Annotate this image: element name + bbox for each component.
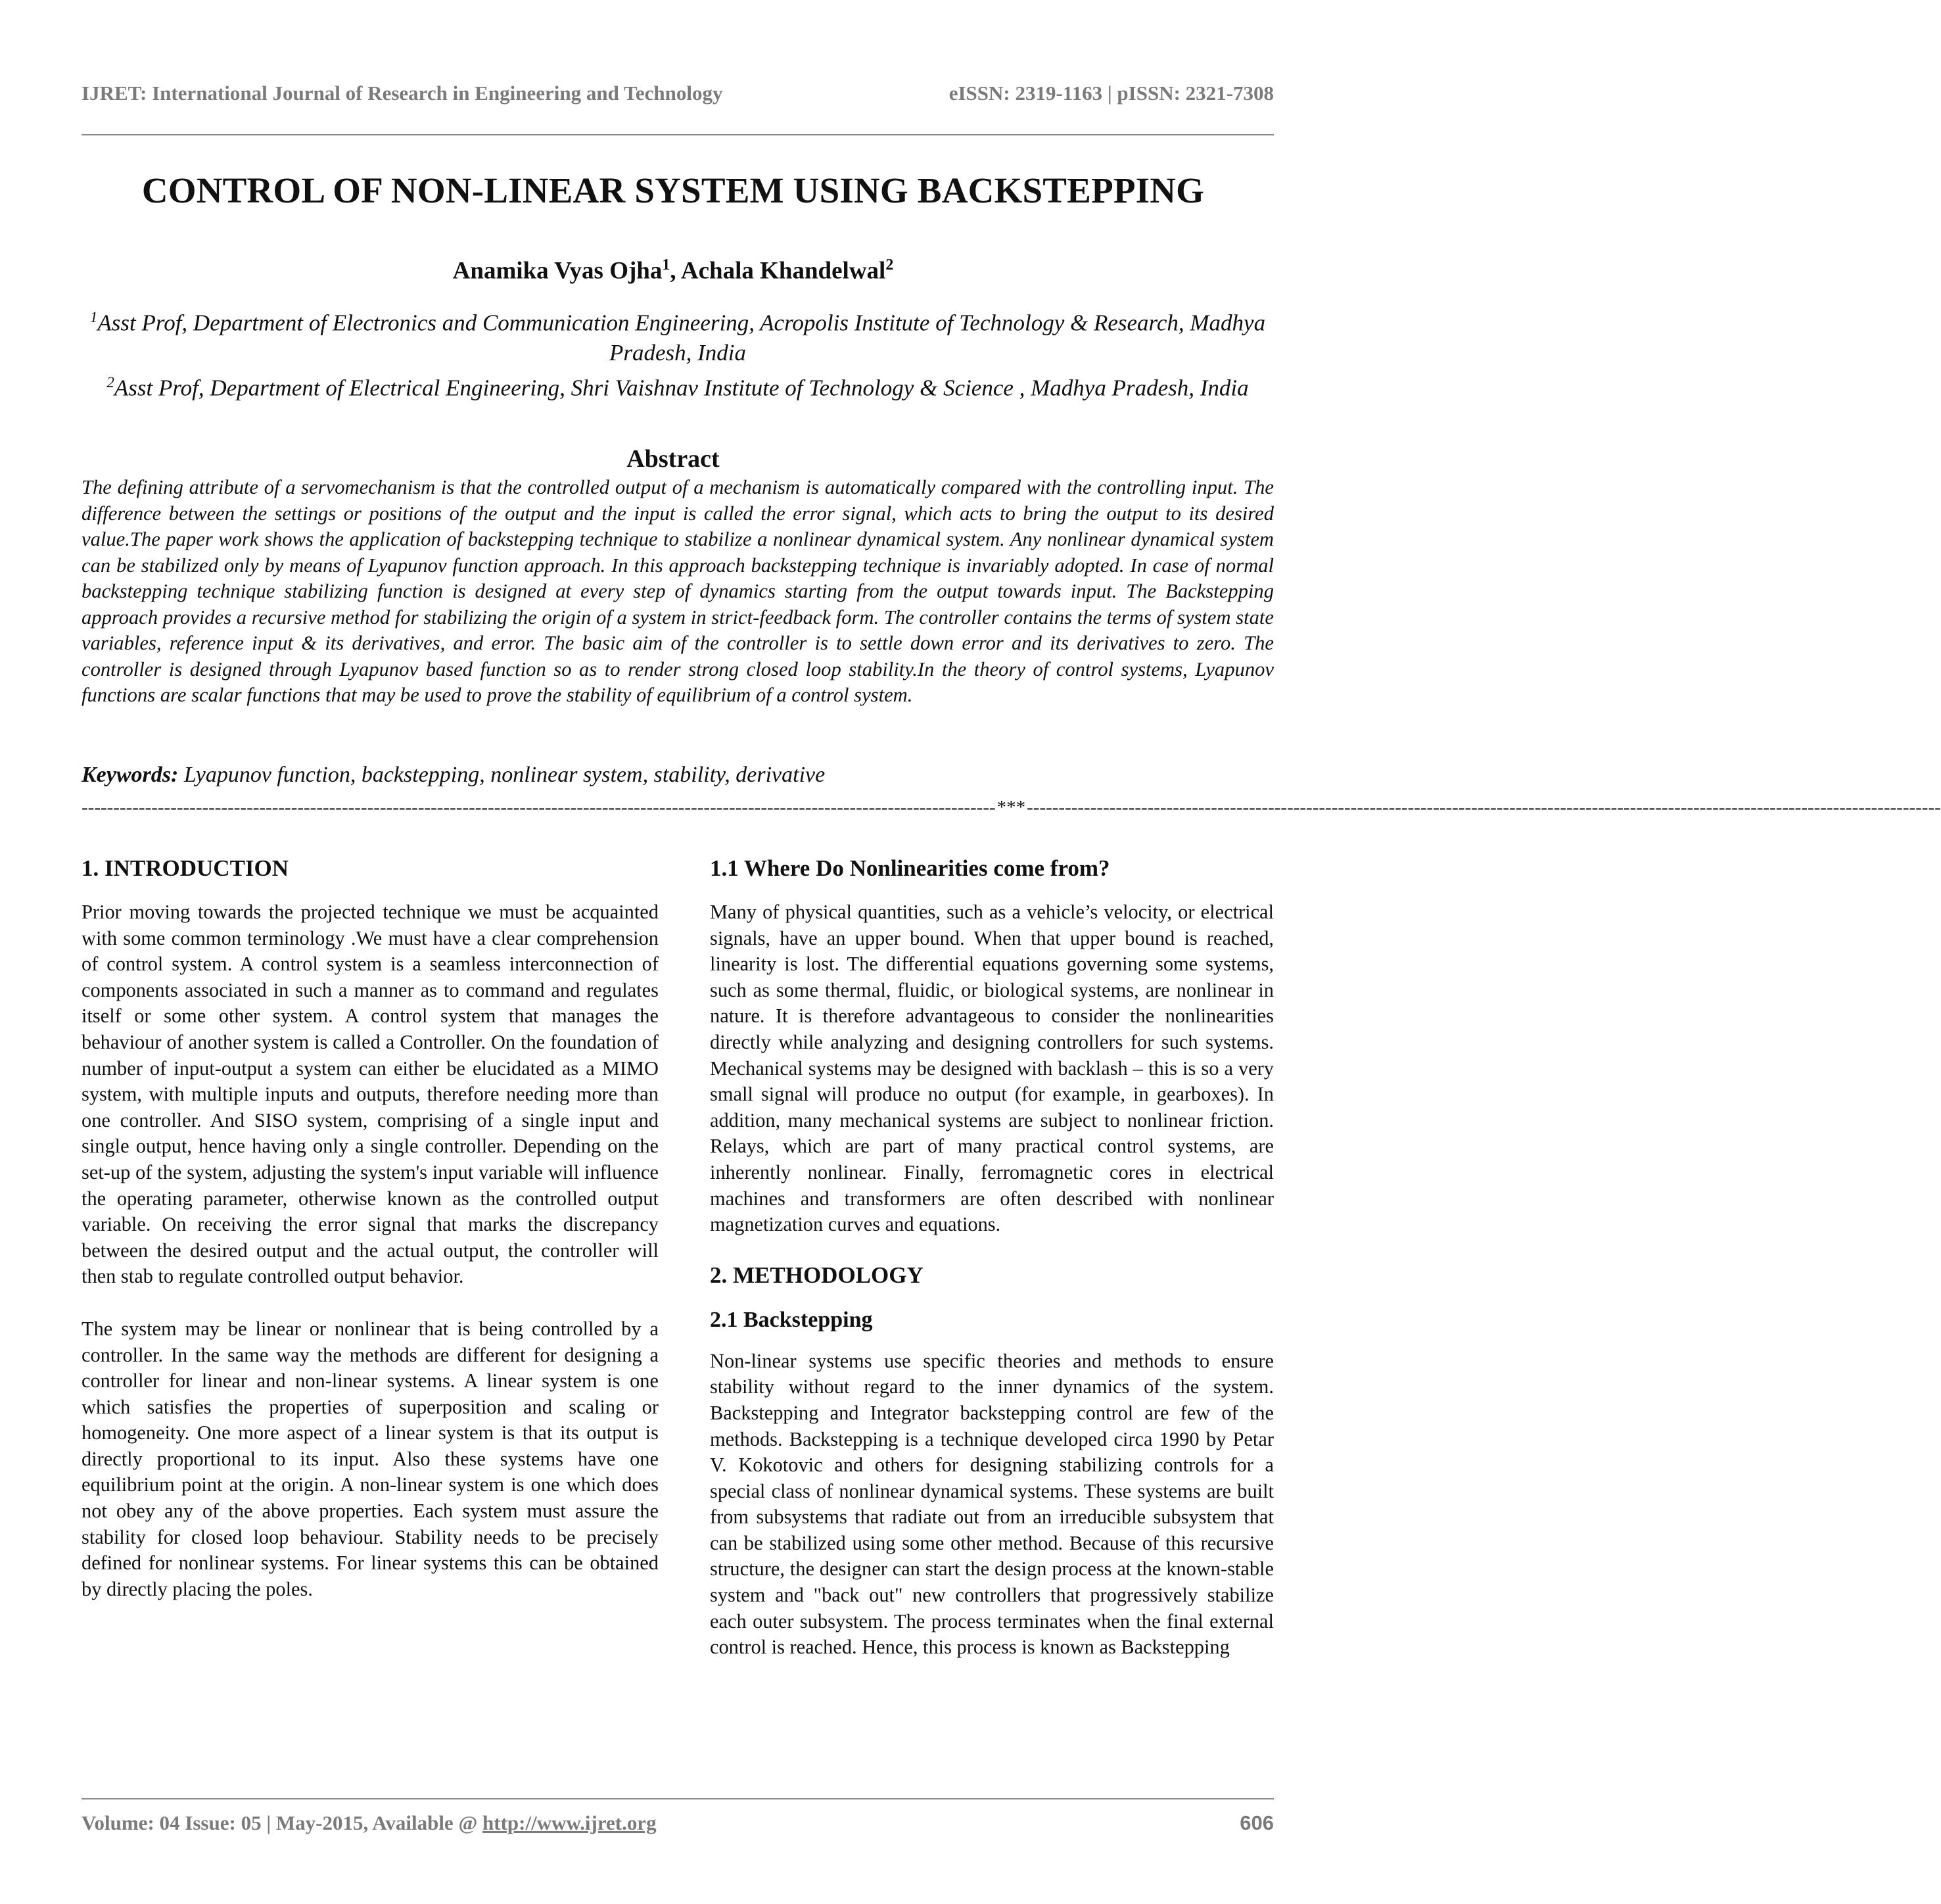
affiliation-2 [82, 368, 1274, 403]
author-1: Anamika Vyas Ojha [452, 257, 663, 285]
footer-volume-text: Volume: 04 Issue: 05 | May-2015, Available @ [82, 1811, 483, 1834]
left-column [82, 855, 659, 1602]
paper-title: CONTROL OF NON-LINEAR SYSTEM USING BACKSTEPPING [141, 170, 1205, 210]
nonlinearities-heading: 1.1 Where Do Nonlinearities come from? [710, 855, 1110, 881]
backstepping-heading: 2.1 Backstepping [710, 1307, 873, 1332]
abstract-heading: Abstract [626, 445, 720, 473]
footer-volume [82, 1811, 657, 1835]
keywords-text: Lyapunov function, backstepping, nonlinear system, stability, derivative [178, 763, 826, 787]
author-2: Achala Khandelwal [680, 257, 886, 285]
keywords [82, 763, 1274, 788]
intro-paragraph-2: The system may be linear or nonlinear that is being controlled by a controller. In the same way the methods are different for designing a controller for linear and non-linear systems. A linear system is one which satisfies the properties of superposition and scaling or homogeneity. One more aspect of a linear system is that its output is directly proportional to its input. Also these systems have one equilibrium point at the origin. A non-linear system is one which does not obey any of the above properties. Each system must assure the stability for closed loop behaviour. Stability needs to be precisely defined for nonlinear systems. For linear systems this can be obtained by directly placing the poles. [82, 1317, 659, 1600]
running-header [82, 82, 1274, 113]
nonlinearities-paragraph: Many of physical quantities, such as a vehicle’s velocity, or electrical signals, have an upper bound. When that upper bound is reached, linearity is lost. The differential equations governing some systems, such as some thermal, fluidic, or biological systems, are nonlinear in nature. It is therefore advantageous to consider the nonlinearities directly while analyzing and designing controllers for such systems. Mechanical systems may be designed with backlash – this is so a very small signal will produce no output (for example, in gearboxes). In addition, many mechanical systems are subject to nonlinear friction. Relays, which are part of many practical control systems, are inherently nonlinear. Finally, ferromagnetic cores in electrical machines and transformers are often described with nonlinear magnetization curves and equations. [710, 901, 1274, 1236]
affiliation-1 [82, 302, 1274, 368]
page-number: 606 [1240, 1811, 1274, 1834]
abstract-body: The defining attribute of a servomechanism is that the controlled output of a mechanism is automatically compared with the controlling input. The difference between the settings or positions of the output and the input is called the error signal, which acts to bring the output to its desired value.The paper work shows the application of backstepping technique to stabilize a nonlinear dynamical system. Any nonlinear dynamical system can be stabilized only by means of Lyapunov function approach. In this approach backstepping technique is invariably adopted. In case of normal backstepping technique stabilizing function is designed at every step of dynamics starting from the output towards input. The Backstepping approach provides a recursive method for stabilizing the origin of a system in strict-feedback form. The controller contains the terms of system state variables, reference input & its derivatives, and error. The basic aim of the controller is to settle down error and its derivatives to zero. The controller is designed through Lyapunov based function so as to render strong closed loop stability.In the theory of control systems, Lyapunov functions are scalar functions that may be used to prove the stability of equilibrium of a control system. [82, 476, 1274, 706]
author-sep: , [670, 257, 681, 285]
author-2-sup: 2 [885, 256, 894, 274]
issn-info: eISSN: 2319-1163 | pISSN: 2321-7308 [948, 82, 1274, 105]
journal-name: IJRET: International Journal of Research in Engineering and Technology [82, 82, 723, 105]
separator-right: ------------------------------------------------------------------------------------------------------------------------------------------------ [1027, 797, 1941, 818]
affiliation-2-text: Asst Prof, Department of Electrical Engineering, Shri Vaishnav Institute of Technology & Science , Madhya Pradesh, India [114, 375, 1249, 401]
header-rule [82, 134, 1274, 135]
affiliation-1-sup: 1 [89, 309, 98, 325]
intro-paragraph-1: Prior moving towards the projected technique we must be acquainted with some common terminology .We must have a clear comprehension of control system. A control system is a seamless interconnection of components associated in such a manner as to command and regulates itself or some other system. A control system that manages the behaviour of another system is called a Controller. On the foundation of number of input-output a system can either be elucidated as a MIMO system, with multiple inputs and outputs, therefore needing more than one controller. And SISO system, comprising of a single input and single output, hence having only a single controller. Depending on the set-up of the system, adjusting the system's input variable will influence the operating parameter, otherwise known as the controlled output variable. On receiving the error signal that marks the discrepancy between the desired output and the actual output, the controller will then stab to regulate controlled output behavior. [82, 901, 659, 1288]
author-1-sup: 1 [662, 256, 670, 274]
methodology-heading: 2. METHODOLOGY [710, 1262, 924, 1288]
affiliation-1-text: Asst Prof, Department of Electronics and Communication Engineering, Acropolis Institute of Technology & Research, Madhya Pradesh, India [97, 310, 1266, 366]
right-column [710, 855, 1274, 1661]
keywords-label: Keywords: [82, 763, 179, 787]
separator-stars: *** [996, 797, 1026, 818]
author-line [0, 256, 1346, 285]
running-footer [82, 1811, 1274, 1840]
journal-link[interactable]: http://www.ijret.org [482, 1811, 657, 1834]
footer-rule [82, 1798, 1274, 1799]
affiliations [82, 302, 1274, 402]
separator-left: ------------------------------------------------------------------------------------------------------------------------------------------------ [82, 797, 996, 818]
affiliation-2-sup: 2 [106, 373, 114, 391]
backstepping-paragraph: Non-linear systems use specific theories and methods to ensure stability without regard to the inner dynamics of the system. Backstepping and Integrator backstepping control are few of the methods. Backstepping is a technique developed circa 1990 by Petar V. Kokotovic and others for designing stabilizing controls for a special class of nonlinear dynamical systems. These systems are built from subsystems that radiate out from an irreducible subsystem that can be stabilized using some other method. Because of this recursive structure, the designer can start the design process at the known-stable system and "back out" new controllers that progressively stabilize each outer subsystem. The process terminates when the final external control is reached. Hence, this process is known as Backstepping [710, 1349, 1274, 1659]
intro-heading: 1. INTRODUCTION [82, 855, 289, 881]
section-separator [82, 797, 1941, 818]
